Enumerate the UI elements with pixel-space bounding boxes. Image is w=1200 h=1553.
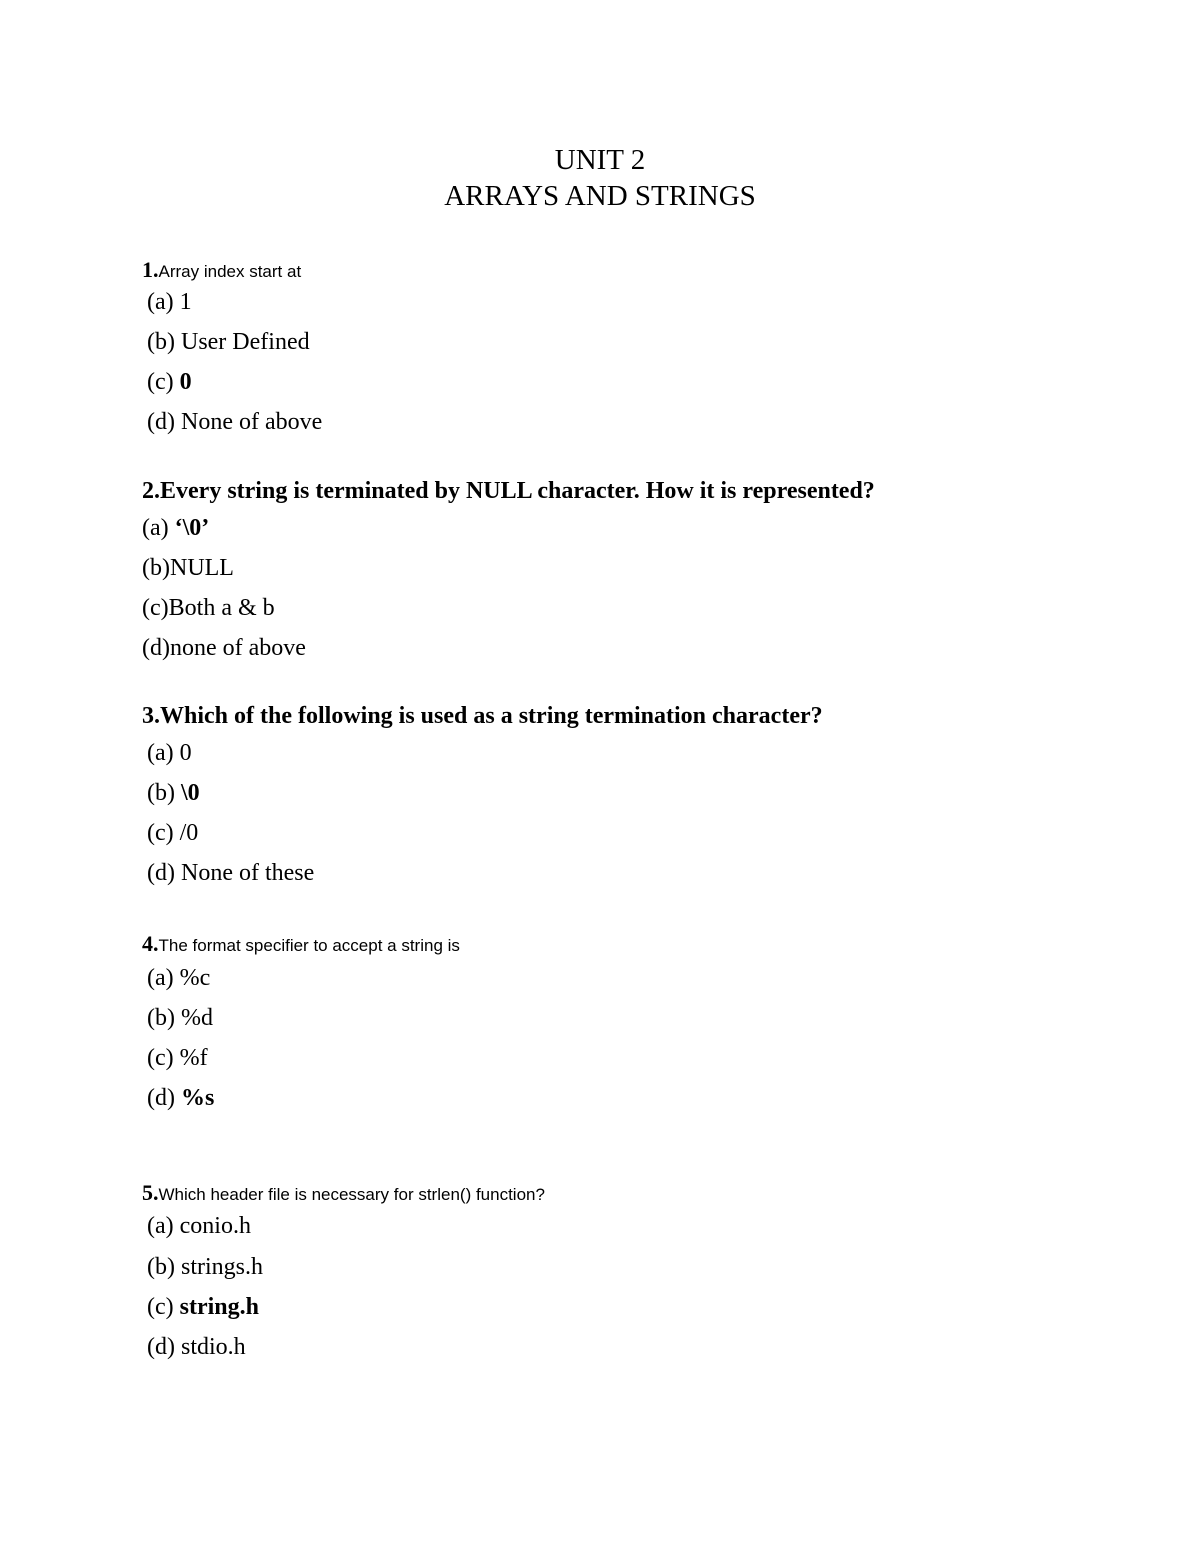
option-bold: %s bbox=[180, 1085, 215, 1111]
option-text: Both a & b bbox=[168, 595, 275, 621]
option-label: (a) bbox=[147, 1213, 180, 1239]
question-text: Which header file is necessary for strlen() function? bbox=[158, 1185, 545, 1204]
option-label: (a) bbox=[147, 740, 180, 766]
option-a bbox=[147, 290, 192, 314]
option-label: (c) bbox=[147, 1294, 180, 1320]
option-text: none of above bbox=[169, 635, 306, 661]
option-d bbox=[147, 1086, 214, 1110]
option-a bbox=[147, 966, 210, 990]
option-d bbox=[147, 861, 314, 885]
option-c bbox=[142, 596, 275, 620]
option-label: (a) bbox=[142, 515, 175, 541]
question-number: 5. bbox=[142, 1180, 159, 1205]
question-text: Every string is terminated by NULL character. How it is represented? bbox=[160, 478, 875, 504]
option-bold: string.h bbox=[179, 1294, 259, 1320]
option-text: None of these bbox=[180, 860, 315, 886]
option-label: (d) bbox=[147, 1334, 181, 1360]
question-number: 1. bbox=[142, 257, 159, 282]
option-c bbox=[147, 370, 192, 394]
question-text: Which of the following is used as a string termination character? bbox=[160, 703, 823, 729]
option-bold: \0 bbox=[180, 780, 200, 806]
option-b bbox=[147, 1006, 213, 1030]
option-text: strings.h bbox=[180, 1254, 263, 1280]
question-4 bbox=[142, 932, 460, 956]
option-d bbox=[142, 636, 306, 660]
option-label: (c) bbox=[142, 595, 169, 621]
option-text: stdio.h bbox=[180, 1334, 246, 1360]
option-bold: ‘\0’ bbox=[174, 515, 210, 541]
option-label: (b) bbox=[147, 1254, 181, 1280]
option-text: NULL bbox=[169, 555, 234, 581]
option-label: (c) bbox=[147, 369, 180, 395]
option-label: (b) bbox=[147, 329, 181, 355]
option-b bbox=[142, 556, 234, 580]
question-5 bbox=[142, 1181, 545, 1205]
option-label: (c) bbox=[147, 1045, 180, 1071]
option-label: (d) bbox=[147, 1085, 181, 1111]
question-number: 3. bbox=[142, 703, 160, 729]
option-d bbox=[147, 1335, 246, 1359]
option-bold: 0 bbox=[179, 369, 192, 395]
option-text: None of above bbox=[180, 409, 323, 435]
option-a bbox=[147, 1214, 251, 1238]
option-text: /0 bbox=[179, 820, 199, 846]
option-d bbox=[147, 410, 322, 434]
option-text: %c bbox=[179, 965, 211, 991]
option-label: (d) bbox=[147, 409, 181, 435]
option-text: 1 bbox=[179, 289, 192, 315]
option-b bbox=[147, 781, 200, 805]
option-label: (b) bbox=[147, 780, 181, 806]
question-text: The format specifier to accept a string is bbox=[158, 936, 460, 955]
option-b bbox=[147, 330, 310, 354]
question-number: 4. bbox=[142, 931, 159, 956]
option-text: %f bbox=[179, 1045, 208, 1071]
option-label: (d) bbox=[142, 635, 170, 661]
question-3 bbox=[142, 704, 823, 728]
question-number: 2. bbox=[142, 478, 160, 504]
option-a bbox=[142, 516, 209, 540]
option-c bbox=[147, 1295, 259, 1319]
option-c bbox=[147, 821, 198, 845]
unit-title: UNIT 2 bbox=[554, 144, 646, 176]
option-label: (c) bbox=[147, 820, 180, 846]
option-text: conio.h bbox=[179, 1213, 251, 1239]
option-label: (b) bbox=[142, 555, 170, 581]
option-text: %d bbox=[180, 1005, 213, 1031]
question-text: Array index start at bbox=[158, 262, 302, 281]
question-1 bbox=[142, 258, 301, 282]
option-text: User Defined bbox=[180, 329, 310, 355]
option-label: (b) bbox=[147, 1005, 181, 1031]
option-text: 0 bbox=[179, 740, 192, 766]
option-label: (a) bbox=[147, 965, 180, 991]
option-a bbox=[147, 741, 192, 765]
option-label: (a) bbox=[147, 289, 180, 315]
document-title: ARRAYS AND STRINGS bbox=[444, 180, 756, 212]
question-2 bbox=[142, 479, 875, 503]
option-label: (d) bbox=[147, 860, 181, 886]
option-c bbox=[147, 1046, 208, 1070]
option-b bbox=[147, 1255, 263, 1279]
